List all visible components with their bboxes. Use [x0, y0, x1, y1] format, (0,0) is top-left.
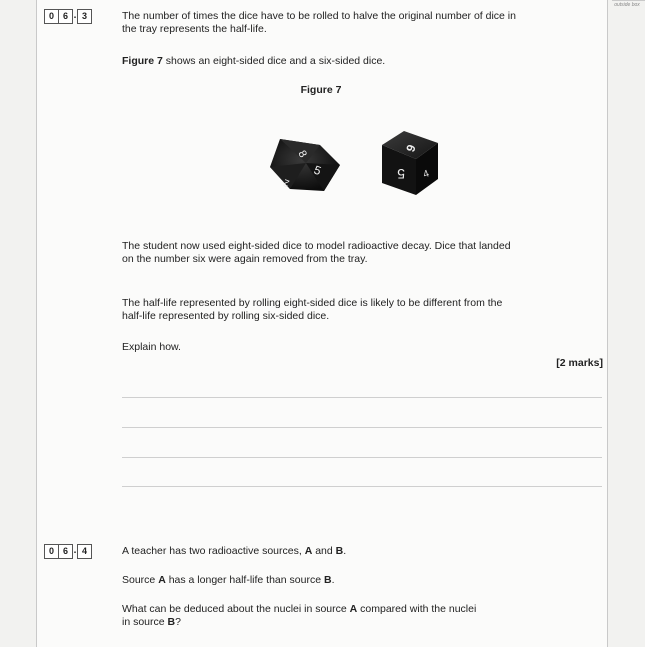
eight-sided-die — [270, 139, 340, 191]
qnum-digit: 6 — [59, 9, 73, 24]
figure-title: Figure 7 — [300, 84, 342, 96]
six-sided-die — [382, 131, 438, 195]
source-b-label: B — [335, 545, 344, 557]
q064-line1 — [122, 545, 346, 558]
q064-line3-rest: compared with the nuclei — [357, 603, 477, 615]
para2-line1: The half-life represented by rolling eight-sided dice is likely to be different from the — [122, 297, 503, 309]
q064-line1-mid: and — [312, 545, 336, 557]
dice-illustration — [260, 125, 460, 205]
source-b-label: B — [167, 616, 176, 628]
q064-line2-text: Source — [122, 574, 159, 586]
qnum-digit: 4 — [77, 544, 92, 559]
die6-face-top: 9 — [403, 142, 419, 154]
q064-line3-text: What can be deduced about the nuclei in source — [122, 603, 350, 615]
source-a-label: A — [349, 603, 358, 615]
q063-line1: The number of times the dice have to be rolled to halve the original number of dice in — [122, 10, 516, 22]
q064-line4 — [122, 616, 181, 629]
margin-note: outside box — [614, 2, 640, 8]
question-number-06-3 — [44, 9, 92, 24]
qnum-digit: 0 — [44, 544, 59, 559]
die6-face-side: 4 — [421, 168, 431, 181]
answer-line[interactable] — [122, 427, 602, 428]
die8-face-left: 2 — [282, 176, 292, 189]
answer-line[interactable] — [122, 486, 602, 487]
q064-line1-text: A teacher has two radioactive sources, — [122, 545, 305, 557]
die8-face-right: 5 — [311, 162, 324, 179]
answer-line[interactable] — [122, 397, 602, 398]
para1-line1: The student now used eight-sided dice to model radioactive decay. Dice that landed — [122, 240, 511, 252]
q064-line2-end: . — [331, 574, 335, 586]
para2-line2: half-life represented by rolling six-sided dice. — [122, 310, 330, 322]
q064-line4-text: in source — [122, 616, 168, 628]
source-a-label: A — [158, 574, 166, 586]
qnum-digit: 0 — [44, 9, 59, 24]
q064-line1-end: . — [343, 545, 347, 557]
qnum-digit: 3 — [77, 9, 92, 24]
marks-label: [2 marks] — [556, 357, 603, 369]
qnum-dot: . — [73, 545, 77, 556]
figure-7-dice — [260, 125, 460, 205]
die8-face-top: 8 — [295, 148, 309, 160]
die6-face-front: 5 — [397, 166, 405, 182]
q064-line4-end: ? — [175, 616, 181, 628]
figure-ref-bold: Figure 7 — [122, 55, 163, 67]
q064-line2-rest: has a longer half-life than source — [165, 574, 324, 586]
question-number-06-4 — [44, 544, 92, 559]
source-b-label: B — [323, 574, 332, 586]
instruction: Explain how. — [122, 341, 181, 353]
figure-ref-rest: shows an eight-sided dice and a six-sided dice. — [162, 55, 386, 67]
para1-line2: on the number six were again removed from the tray. — [122, 253, 368, 265]
qnum-dot: . — [73, 10, 77, 21]
answer-line[interactable] — [122, 457, 602, 458]
q063-line2: the tray represents the half-life. — [122, 23, 267, 35]
q063-figure-ref — [122, 55, 385, 68]
margin-rule — [612, 0, 645, 1]
source-a-label: A — [304, 545, 313, 557]
q064-line3 — [122, 603, 476, 616]
qnum-digit: 6 — [59, 544, 73, 559]
q064-line2 — [122, 574, 334, 587]
